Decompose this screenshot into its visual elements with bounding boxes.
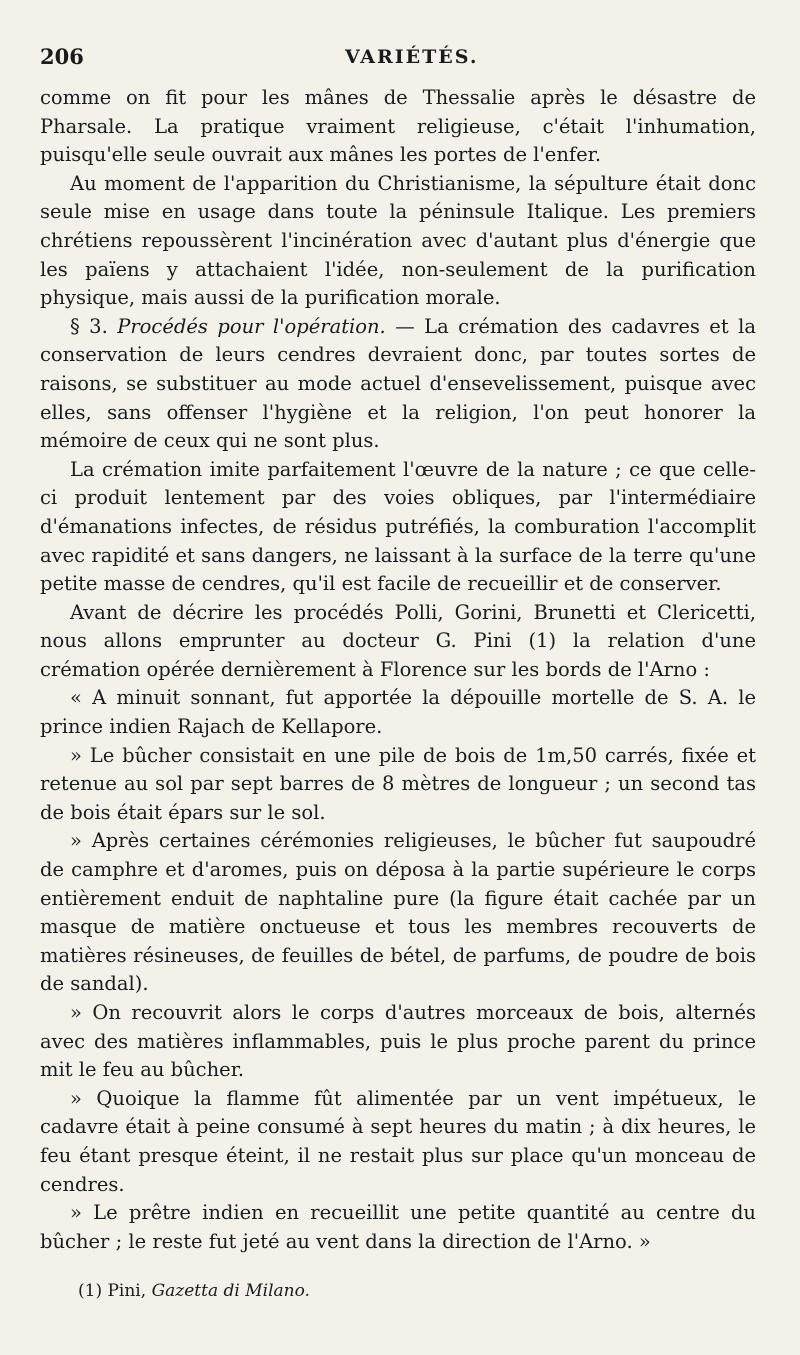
running-title: VARIÉTÉS.: [345, 46, 479, 68]
quote-paragraph: « A minuit sonnant, fut apportée la dépouille mortelle de S. A. le prince indien Rajach de Kellapore.: [40, 686, 756, 739]
section-number: § 3.: [70, 314, 108, 338]
paragraph: comme on fit pour les mânes de Thessalie après le désastre de Pharsale. La pratique vraiment religieuse, c'était l'inhumation, puisqu'elle seule ouvrait aux mânes les portes de l'enfer.: [40, 86, 756, 167]
section-heading: Procédés pour l'opération.: [117, 314, 386, 338]
page-number: 206: [40, 44, 84, 69]
quote-paragraph: » Quoique la flamme fût alimentée par un vent impétueux, le cadavre était à peine consumé à sept heures du matin ; à dix heures, le feu étant presque éteint, il ne restait plus sur place qu'un monceau de cendres.: [40, 1086, 756, 1196]
quote-paragraph: » Le prêtre indien en recueillit une petite quantité au centre du bûcher ; le reste fut jeté au vent dans la direction de l'Arno. »: [40, 1201, 756, 1253]
quote-paragraph: » On recouvrit alors le corps d'autres morceaux de bois, alternés avec des matières inflammables, puis le plus proche parent du prince mit le feu au bûcher.: [40, 1001, 756, 1082]
footnote-source: Gazetta di Milano.: [151, 1281, 310, 1302]
paragraph: La crémation imite parfaitement l'œuvre de la nature ; ce que celle-ci produit lentement par des voies obliques, par l'intermédiaire d'émanations infectes, de résidus putréfiés, la comburation l'accomplit avec rapidité et sans dangers, ne laissant à la surface de la terre qu'une petite masse de cendres, qu'il est facile de recueillir et de conserver.: [40, 457, 756, 596]
footnote: [40, 1278, 756, 1304]
paragraph: Au moment de l'apparition du Christianisme, la sépulture était donc seule mise en usage dans toute la péninsule Italique. Les premiers chrétiens repoussèrent l'incinération avec d'autant plus d'énergie que les païens y attachaient l'idée, non-seulement de la purification physique, mais aussi de la purification morale.: [40, 171, 756, 310]
footnote-marker: (1) Pini,: [78, 1281, 147, 1302]
quote-paragraph: » Le bûcher consistait en une pile de bois de 1m,50 carrés, fixée et retenue au sol par sept barres de 8 mètres de longueur ; un second tas de bois était épars sur le sol.: [40, 743, 756, 824]
body-text: [40, 84, 756, 1256]
paragraph: [40, 313, 756, 456]
running-head: [40, 38, 756, 78]
paragraph-text: — La crémation des cadavres et la conservation de leurs cendres devraient donc, par toutes sortes de raisons, se substituer au mode actuel d'ensevelissement, puisque avec elles, sans offenser l'hygiène et la religion, l'on peut honorer la mémoire de ceux qui ne sont plus.: [40, 314, 756, 453]
quote-paragraph: » Après certaines cérémonies religieuses, le bûcher fut saupoudré de camphre et d'aromes, puis on déposa à la partie supérieure le corps entièrement enduit de naphtaline pure (la figure était cachée par un masque de matière onctueuse et tous les membres recouverts de matières résineuses, de feuilles de bétel, de parfums, de poudre de bois de sandal).: [40, 829, 756, 996]
paragraph: Avant de décrire les procédés Polli, Gorini, Brunetti et Clericetti, nous allons emprunter au docteur G. Pini (1) la relation d'une crémation opérée dernièrement à Florence sur les bords de l'Arno :: [40, 600, 756, 681]
